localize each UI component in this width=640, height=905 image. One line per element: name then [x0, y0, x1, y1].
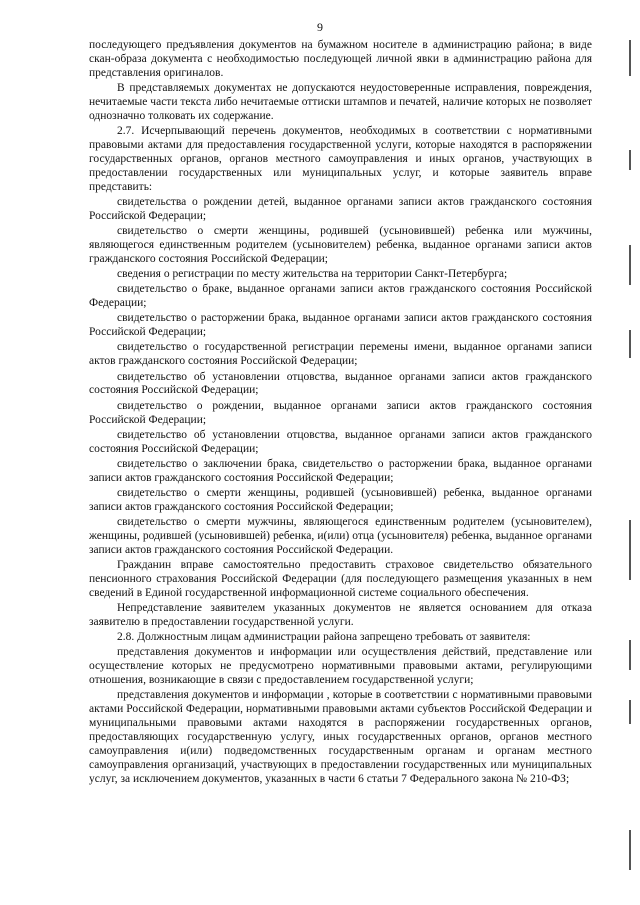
paragraph: свидетельство об установлении отцовства, выданное органами записи актов гражданского состояния Российской Федерации;	[89, 428, 592, 455]
paragraph: В представляемых документах не допускаются неудостоверенные исправления, повреждения, нечитаемые части текста либо нечитаемые оттиски штампов и печатей, наличие которых не позволяет однозначно толковать их содержание.	[89, 82, 592, 122]
scan-edge-mark	[629, 330, 631, 358]
scan-edge-mark	[629, 830, 631, 870]
scan-edge-mark	[629, 40, 631, 76]
paragraph: Непредставление заявителем указанных документов не является основанием для отказа заявителю в предоставлении государственной услуги.	[89, 602, 592, 628]
paragraph: свидетельства о рождении детей, выданное органами записи актов гражданского состояния Российской Федерации;	[89, 195, 592, 222]
document-body	[89, 39, 592, 788]
paragraph: свидетельство о расторжении брака, выданное органами записи актов гражданского состояния Российской Федерации;	[89, 312, 592, 339]
scan-edge-mark	[629, 700, 631, 724]
paragraph: свидетельство о заключении брака, свидетельство о расторжении брака, выданное органами записи актов гражданского состояния Российской Федерации;	[89, 457, 592, 484]
paragraph: Гражданин вправе самостоятельно предоставить страховое свидетельство обязательного пенсионного страхования Российской Федерации (для последующего размещения указанных в нем сведений в Единой государственной информационной системе социального обеспечения.	[89, 559, 592, 599]
paragraph: 2.7. Исчерпывающий перечень документов, необходимых в соответствии с нормативными правовыми актами для предоставления государственной услуги, которые находятся в распоряжении государственных органов, органов местного самоуправления и иных органов, участвующих в предоставлении государственных или муниципальных услуг, и которые заявитель вправе представить:	[89, 125, 592, 193]
paragraph: сведения о регистрации по месту жительства на территории Санкт-Петербурга;	[117, 267, 508, 280]
scan-edge-mark	[629, 150, 631, 170]
scan-edge-mark	[629, 640, 631, 670]
paragraph: свидетельство о государственной регистрации перемены имени, выданное органами записи актов гражданского состояния Российской Федерации;	[89, 341, 592, 368]
paragraph: последующего предъявления документов на бумажном носителе в администрацию района; в виде скан-образа документа с необходимостью последующей личной явки в администрацию района для представления оригиналов.	[89, 39, 592, 79]
paragraph: свидетельство об установлении отцовства, выданное органами записи актов гражданского состояния Российской Федерации;	[89, 370, 592, 397]
paragraph: свидетельство о браке, выданное органами записи актов гражданского состояния Российской Федерации;	[89, 283, 592, 310]
paragraph: 2.8. Должностным лицам администрации района запрещено требовать от заявителя:	[117, 631, 531, 644]
paragraph: свидетельство о смерти женщины, родившей (усыновившей) ребенка или мужчины, являющегося единственным родителем (усыновителем) ребенка, выданное органами записи актов гражданского состояния Российской Федерации;	[89, 224, 592, 265]
scan-edge-mark	[629, 245, 631, 285]
paragraph: свидетельство о смерти мужчины, являющегося единственным родителем (усыновителем), женщины, родившей (усыновившей) ребенка, и(или) отца (усыновителя) ребенка, выданное органами записи актов гражданского состояния Российской Федерации.	[89, 516, 592, 556]
scan-edge-mark	[629, 520, 631, 580]
page-number: 9	[317, 20, 323, 34]
paragraph: представления документов и информации или осуществления действий, представление или осуществление которых не предусмотрено нормативными правовыми актами, регулирующими отношения, возникающие в связи с предоставлением государственной услуги;	[89, 646, 592, 687]
paragraph: представления документов и информации , которые в соответствии с нормативными правовыми актами Российской Федерации, нормативными правовыми актами субъектов Российской Федерации и муниципальными правовыми актами находятся в распоряжении государственных органов, предоставляющих государственную услугу, иных государственных органов, органов местного самоуправления и(или) подведомственных государственным органам и органам местного самоуправления организаций, участвующих в предоставлении государственных или муниципальных услуг, за исключением документов, указанных в части 6 статьи 7 Федерального закона № 210-ФЗ;	[89, 689, 592, 785]
paragraph: свидетельство о смерти женщины, родившей (усыновившей) ребенка, выданное органами записи актов гражданского состояния Российской Федерации;	[89, 486, 592, 513]
paragraph: свидетельство о рождении, выданное органами записи актов гражданского состояния Российской Федерации;	[89, 399, 592, 426]
